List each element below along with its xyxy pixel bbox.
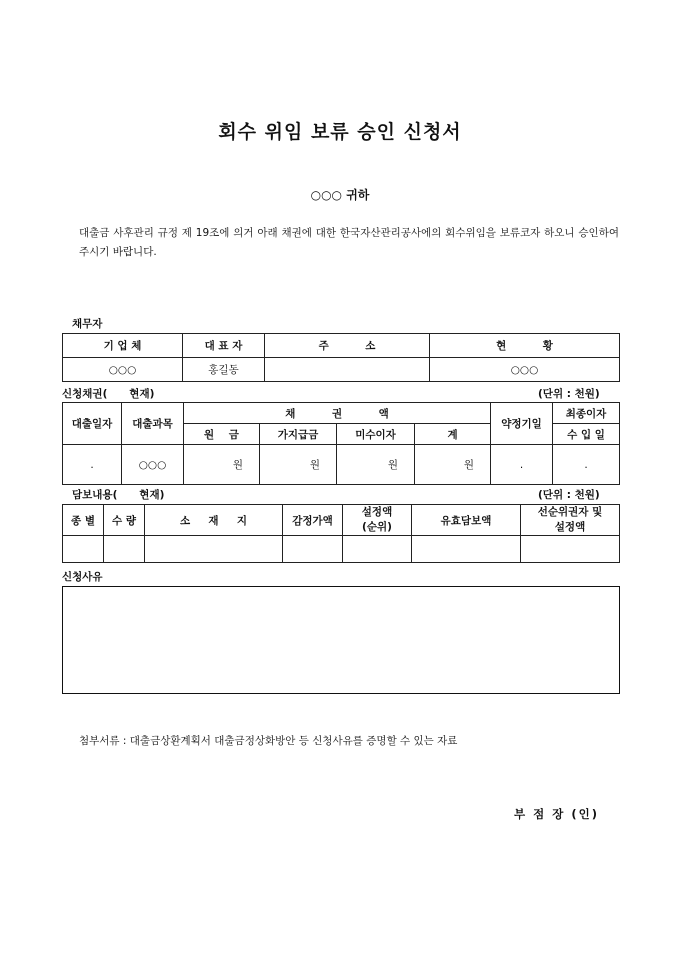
header-prior-lien-line1: 선순위권자 및: [537, 506, 603, 518]
header-valid-collateral: 유효담보액: [412, 505, 521, 536]
cell-type: [63, 536, 104, 563]
cell-principal: 원: [184, 445, 260, 485]
cell-company: ○○○: [63, 358, 183, 382]
cell-last-interest: .: [553, 445, 620, 485]
header-location: 소 재 지: [145, 505, 283, 536]
header-principal: 원 금: [184, 424, 260, 445]
header-prior-lien: [521, 505, 620, 536]
cell-status: ○○○: [430, 358, 620, 382]
collateral-table: [62, 504, 620, 563]
header-address: 주 소: [265, 334, 430, 358]
debtor-section-label: 채무자: [72, 318, 103, 330]
reason-box: [62, 586, 620, 694]
signature-line: 부 점 장 (인): [514, 807, 599, 821]
header-agreed-date: 약정기일: [491, 403, 553, 445]
collateral-unit-label: (단위 : 천원): [538, 489, 600, 501]
header-loan-date: 대출일자: [63, 403, 122, 445]
header-loan-subject: 대출과목: [122, 403, 184, 445]
cell-appraisal: [283, 536, 343, 563]
cell-valid-collateral: [412, 536, 521, 563]
cell-loan-date: .: [63, 445, 122, 485]
header-last-interest-1: 최종이자: [553, 403, 620, 424]
header-set-amount: [343, 505, 412, 536]
addressee: ○○○ 귀하: [310, 188, 370, 202]
header-quantity: 수 량: [104, 505, 145, 536]
header-company: 기 업 체: [63, 334, 183, 358]
attachment-note: 첨부서류 : 대출금상환계획서 대출금정상화방안 등 신청사유를 증명할 수 있는 자료: [79, 735, 458, 747]
cell-agreed-date: .: [491, 445, 553, 485]
header-set-amount-line2: (순위): [362, 521, 392, 533]
header-last-interest-2: 수 입 일: [553, 424, 620, 445]
header-total: 계: [415, 424, 491, 445]
cell-total: 원: [415, 445, 491, 485]
header-representative: 대 표 자: [183, 334, 265, 358]
header-type: 종 별: [63, 505, 104, 536]
header-claim-amount: 채 권 액: [184, 403, 491, 424]
collateral-section-label: 담보내용( 현재): [72, 489, 165, 501]
claim-unit-label: (단위 : 천원): [538, 388, 600, 400]
header-prior-lien-line2: 설정액: [554, 521, 586, 533]
header-status: 현 황: [430, 334, 620, 358]
request-body-text: 대출금 사후관리 규정 제 19조에 의거 아래 채권에 대한 한국자산관리공사에의 회수위임을 보류코자 하오니 승인하여 주시기 바랍니다.: [79, 227, 619, 258]
cell-set-amount: [343, 536, 412, 563]
cell-prior-lien: [521, 536, 620, 563]
cell-location: [145, 536, 283, 563]
header-set-amount-line1: 설정액: [361, 506, 393, 518]
claim-table: [62, 402, 620, 485]
debtor-table: [62, 333, 620, 382]
reason-section-label: 신청사유: [62, 571, 103, 583]
claim-section-label: 신청채권( 현재): [62, 388, 155, 400]
header-appraisal: 감정가액: [283, 505, 343, 536]
header-provisional: 가지급금: [260, 424, 337, 445]
cell-loan-subject: ○○○: [122, 445, 184, 485]
document-title: 회수 위임 보류 승인 신청서: [218, 121, 462, 143]
cell-unpaid-interest: 원: [337, 445, 415, 485]
cell-representative: 홍길동: [183, 358, 265, 382]
cell-quantity: [104, 536, 145, 563]
cell-address: [265, 358, 430, 382]
header-unpaid-interest: 미수이자: [337, 424, 415, 445]
cell-provisional: 원: [260, 445, 337, 485]
